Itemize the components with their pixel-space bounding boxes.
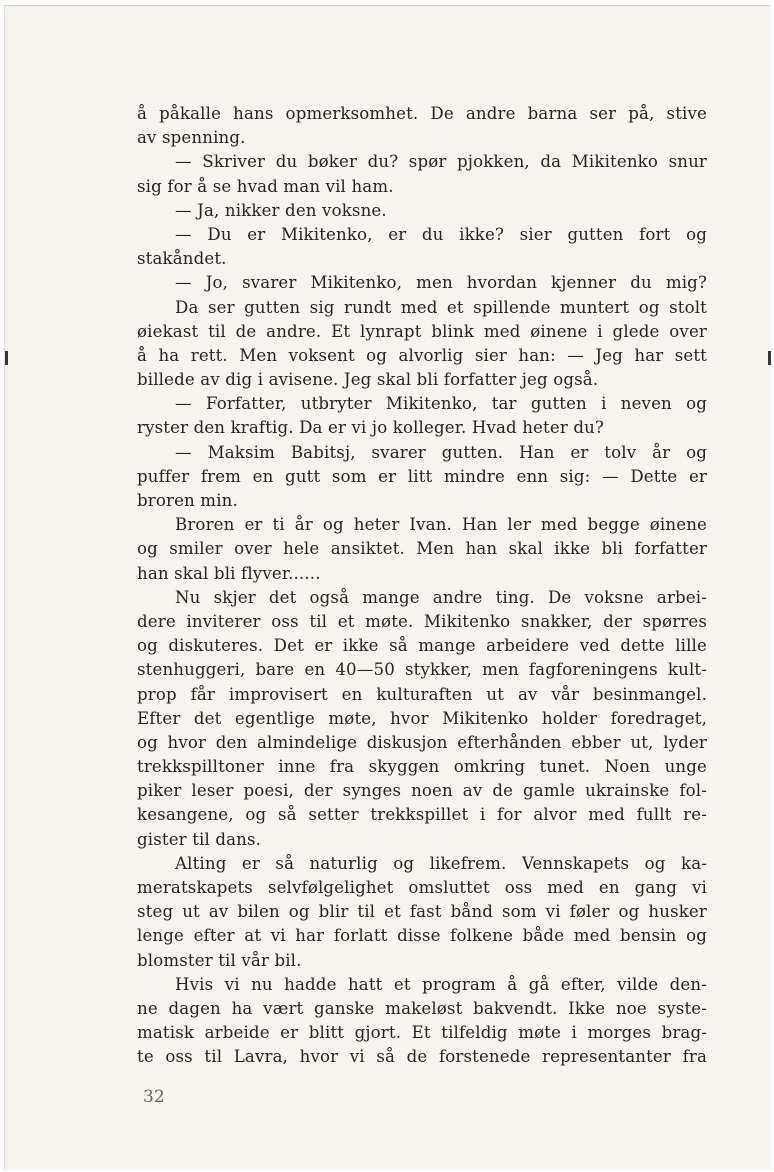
text-line: dere inviterer oss til et møte. Mikitenko snakker, der spørres [137, 611, 707, 631]
text-line: — Jo, svarer Mikitenko, men hvordan kjenner du mig? [175, 273, 707, 293]
text-line: — Forfatter, utbryter Mikitenko, tar gutten i neven og [175, 394, 707, 414]
text-line: billede av dig i avisene. Jeg skal bli forfatter jeg også. [137, 370, 599, 390]
text-line: av spenning. [137, 128, 246, 148]
text-line: Nu skjer det også mange andre ting. De voksne arbei- [175, 587, 707, 607]
text-line: matisk arbeide er blitt gjort. Et tilfeldig møte i morges brag- [137, 1023, 707, 1043]
text-line: ryster den kraftig. Da er vi jo kolleger. Hvad heter du? [137, 418, 604, 438]
text-line: trekkspilltoner inne fra skyggen omkring tunet. Noen unge [137, 757, 707, 777]
text-line: sig for å se hvad man vil ham. [137, 176, 394, 196]
text-line: han skal bli flyver...... [137, 563, 321, 583]
text-line: prop får improvisert en kulturaften ut av vår besinmangel. [137, 684, 707, 704]
text-line: broren min. [137, 491, 238, 510]
text-line: stakåndet. [137, 249, 227, 269]
text-line: Da ser gutten sig rundt med et spillende muntert og stolt [175, 297, 707, 317]
text-line: å påkalle hans opmerksomhet. De andre barna ser på, stive [137, 104, 707, 123]
text-line: puffer frem en gutt som er litt mindre enn sig: — Dette er [137, 466, 707, 486]
text-line: — Du er Mikitenko, er du ikke? sier gutten fort og [175, 224, 707, 244]
text-line: — Ja, nikker den voksne. [175, 200, 387, 220]
right-edge-mark [768, 351, 771, 365]
text-line: Alting er så naturlig og likefrem. Vennskapets og ka- [175, 853, 707, 873]
text-line: stenhuggeri, bare en 40—50 stykker, men fagforeningens kult- [137, 660, 707, 680]
text-line: øiekast til de andre. Et lynrapt blink med øinene i glede over [137, 321, 707, 341]
text-line: steg ut av bilen og blir til et fast bånd som vi føler og husker [137, 902, 707, 922]
text-line: gister til dans. [137, 829, 262, 849]
page-number: 32 [143, 1087, 165, 1107]
text-line: kesangene, og så setter trekkspillet i for alvor med fullt re- [137, 805, 707, 825]
text-line: og diskuteres. Det er ikke så mange arbeidere ved dette lille [137, 636, 707, 656]
text-line: Efter det egentlige møte, hvor Mikitenko holder foredraget, [137, 708, 707, 728]
text-line: Hvis vi nu hadde hatt et program å gå efter, vilde den- [175, 974, 707, 994]
text-line: Broren er ti år og heter Ivan. Han ler med begge øinene [175, 515, 707, 535]
text-line: — Maksim Babitsj, svarer gutten. Han er tolv år og [175, 442, 707, 462]
text-line: og hvor den almindelige diskusjon efterhånden ebber ut, lyder [137, 732, 707, 752]
text-line: te oss til Lavra, hvor vi så de forstenede representanter fra [137, 1047, 707, 1067]
text-line: og smiler over hele ansiktet. Men han skal ikke bli forfatter [137, 539, 707, 559]
left-edge-mark [5, 351, 8, 365]
text-line: — Skriver du bøker du? spør pjokken, da Mikitenko snur [175, 152, 707, 172]
text-line: ne dagen ha vært ganske makeløst bakvendt. Ikke noe syste- [137, 998, 707, 1018]
book-page [4, 5, 771, 1170]
text-line: piker leser poesi, der synges noen av de gamle ukrainske fol- [137, 781, 707, 801]
text-line: meratskapets selvfølgelighet omsluttet oss med en gang vi [137, 878, 707, 897]
text-line: blomster til vår bil. [137, 950, 302, 970]
text-line: lenge efter at vi har forlatt disse folkene både med bensin og [137, 926, 707, 946]
body-text [137, 102, 707, 1070]
text-line: å ha rett. Men voksent og alvorlig sier han: — Jeg har sett [137, 345, 707, 365]
